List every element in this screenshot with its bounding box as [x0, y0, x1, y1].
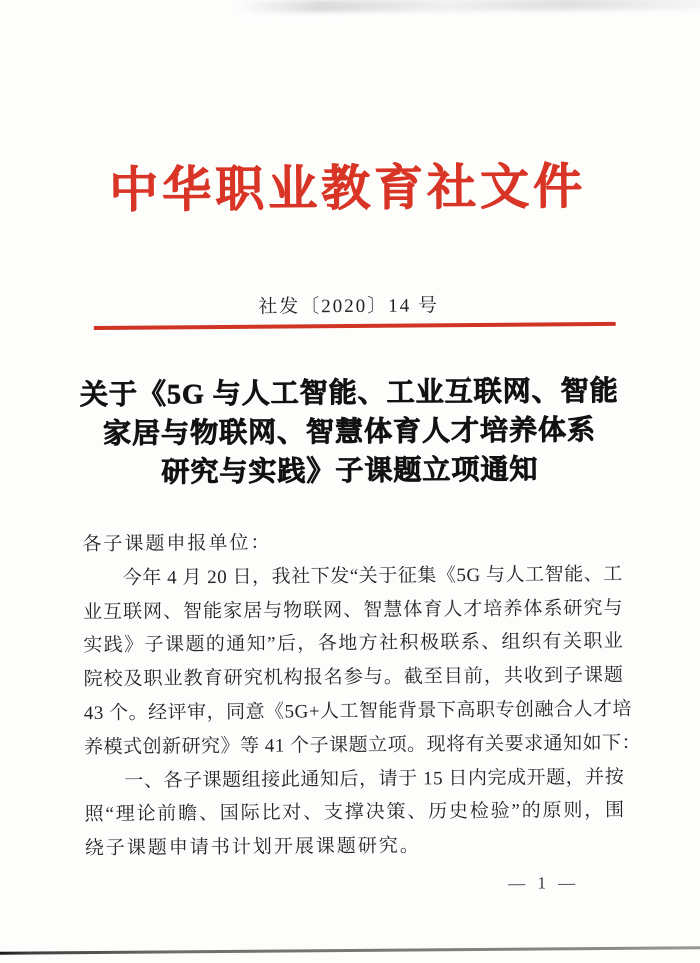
- document-title: [0, 371, 700, 493]
- paragraph-2-line: 照“理论前瞻、国际比对、支撑决策、历史检验”的原则，围: [84, 800, 625, 826]
- paragraph-1-line: 今年 4 月 20 日，我社下发“关于征集《5G 与人工智能、工: [122, 563, 623, 589]
- paragraph-1-line: 院校及职业教育研究机构报名参与。截至目前，共收到子课题: [83, 665, 624, 691]
- document-title-line-3: 研究与实践》子课题立项通知: [161, 454, 539, 489]
- scan-artifact-top: [236, 0, 700, 13]
- paragraph-1-line: 实践》子课题的通知”后，各地方社积极联系、组织有关职业: [83, 631, 624, 657]
- paragraph-2-line: 绕子课题申请书计划开展课题研究。: [84, 835, 421, 860]
- paper-edge-line: [0, 946, 700, 955]
- document-number: 社发〔2020〕14 号: [258, 295, 440, 318]
- document-title-line-1: 关于《5G 与人工智能、工业互联网、智能: [79, 375, 619, 412]
- paragraph-1-line: 43 个。经评审，同意《5G+人工智能背景下高职专创融合人才培: [83, 698, 633, 725]
- paragraph-1-line: 养模式创新研究》等 41 个子课题立项。现将有关要求通知如下：: [83, 732, 642, 758]
- paragraph-1-line: 业互联网、智能家居与物联网、智慧体育人才培养体系研究与: [82, 597, 624, 623]
- document-title-line-2: 家居与物联网、智慧体育人才培养体系: [102, 415, 597, 450]
- paragraph-2-line: 一、各子课题组接此通知后，请于 15 日内完成开题，并按: [124, 766, 625, 792]
- salutation-line: 各子课题申报单位：: [82, 532, 272, 556]
- document-org-header: 中华职业教育社文件: [108, 159, 587, 218]
- page-number: — 1 —: [508, 873, 577, 893]
- document-body: [82, 524, 642, 866]
- red-header-divider: [94, 322, 616, 330]
